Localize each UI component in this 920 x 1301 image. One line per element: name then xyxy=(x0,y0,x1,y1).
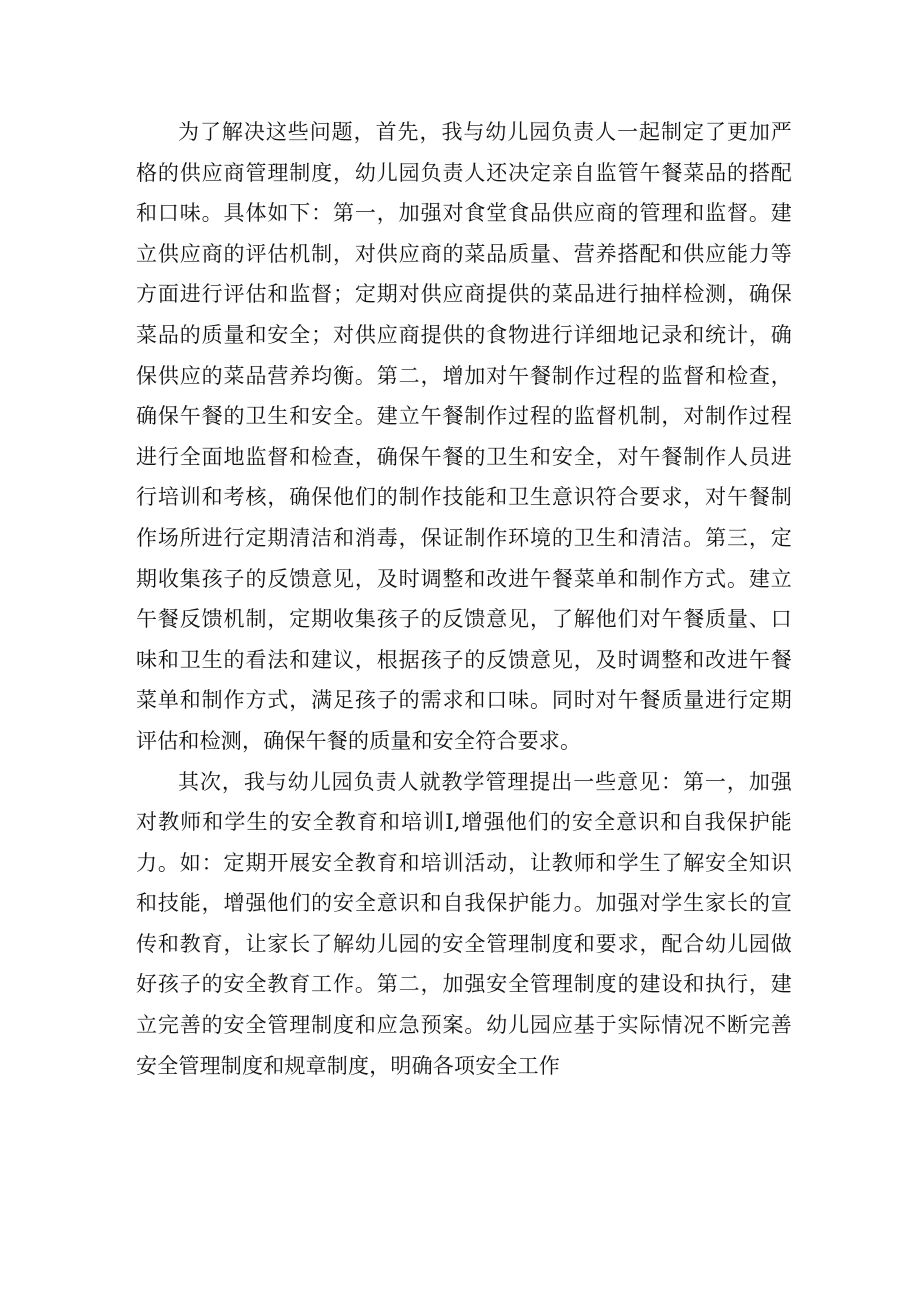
document-body xyxy=(136,112,792,1086)
paragraph-teaching-management: 其次，我与幼儿园负责人就教学管理提出一些意见：第一，加强对教师和学生的安全教育和培训I,增强他们的安全意识和自我保护能力。如：定期开展安全教育和培训活动，让教师和学生了解安全知识和技能，增强他们的安全意识和自我保护能力。加强对学生家长的宣传和教育，让家长了解幼儿园的安全管理制度和要求，配合幼儿园做好孩子的安全教育工作。第二，加强安全管理制度的建设和执行，建立完善的安全管理制度和应急预案。幼儿园应基于实际情况不断完善安全管理制度和规章制度，明确各项安全工作 xyxy=(136,769,792,1078)
paragraph-supplier-management: 为了解决这些问题，首先，我与幼儿园负责人一起制定了更加严格的供应商管理制度，幼儿园负责人还决定亲自监管午餐菜品的搭配和口味。具体如下：第一，加强对食堂食品供应商的管理和监督。建立供应商的评估机制，对供应商的菜品质量、营养搭配和供应能力等方面进行评估和监督；定期对供应商提供的菜品进行抽样检测，确保菜品的质量和安全；对供应商提供的食物进行详细地记录和统计，确保供应的菜品营养均衡。第二，增加对午餐制作过程的监督和检查，确保午餐的卫生和安全。建立午餐制作过程的监督机制，对制作过程进行全面地监督和检查，确保午餐的卫生和安全，对午餐制作人员进行培训和考核，确保他们的制作技能和卫生意识符合要求，对午餐制作场所进行定期清洁和消毒，保证制作环境的卫生和清洁。第三，定期收集孩子的反馈意见，及时调整和改进午餐菜单和制作方式。建立午餐反馈机制，定期收集孩子的反馈意见，了解他们对午餐质量、口味和卫生的看法和建议，根据孩子的反馈意见，及时调整和改进午餐菜单和制作方式，满足孩子的需求和口味。同时对午餐质量进行定期评估和检测，确保午餐的质量和安全符合要求。 xyxy=(136,120,792,753)
